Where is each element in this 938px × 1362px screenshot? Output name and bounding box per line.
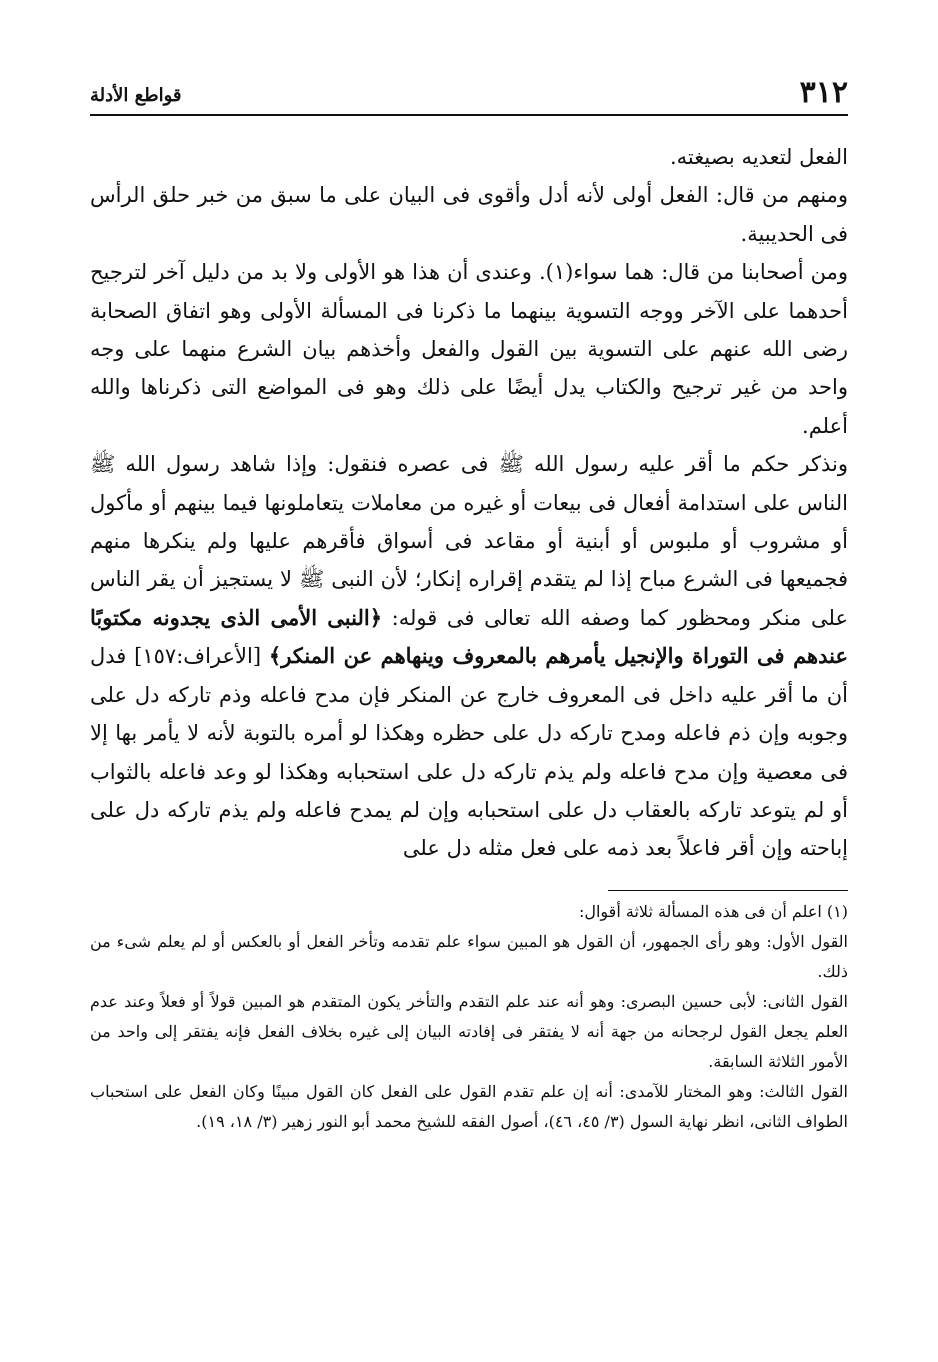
footnotes [90,897,848,1137]
paragraph-4-end: [الأعراف:١٥٧] فدل أن ما أقر عليه داخل فى المعروف خارج عن المنكر فإن مدح فاعله وذم تاركه دل على وجوبه وإن ذم فاعله ومدح تاركه دل على حظره وهكذا لو أمره بالتوبة لأنه لا يأمر بها إلا فى معصية وإن مدح فاعله ولم يذم تاركه دل على استحبابه وهكذا لو وعد فاعله بالثواب أو لم يتوعد تاركه بالعقاب دل على استحبابه وإن لم يمدح فاعله ولم يذم تاركه دل على إباحته وإن أقر فاعلاً بعد ذمه على فعل مثله دل على [90,644,848,861]
main-text [90,138,848,868]
paragraph-2: ومنهم من قال: الفعل أولى لأنه أدل وأقوى فى البيان على ما سبق من خبر حلق الرأس فى الحديبية. [90,183,848,246]
paragraph-4-start: ونذكر حكم ما أقر عليه رسول الله ﷺ فى عصره فنقول: وإذا شاهد رسول الله ﷺ الناس على استدامة أفعال فى بيعات أو غيره من معاملات يتعاملونها فيما بينهم أو مأكول أو مشروب أو ملبوس أو أبنية أو مقاعد فى أسواق فأقرهم عليها ولم ينكرها منهم فجميعها فى الشرع مباح إذا لم يتقدم إقراره إنكار؛ لأن النبى ﷺ لا يستجيز أن يقر الناس على منكر ومحظور كما وصفه الله تعالى فى قوله: [90,452,848,630]
paragraph-3: ومن أصحابنا من قال: هما سواء(١). وعندى أن هذا هو الأولى ولا بد من دليل آخر لترجيح أحدهما على الآخر ووجه التسوية بينهما ما ذكرنا فى المسألة الأولى وهو اتفاق الصحابة رضى الله عنهم على التسوية بين القول والفعل وأخذهم بيان الشرع منهما على وجه واحد من غير ترجيح والكتاب يدل أيضًا على ذلك وهو فى المواضع التى ذكرناها والله أعلم. [90,260,848,438]
quran-quote: ﴿النبى الأمى الذى يجدونه مكتوبًا عندهم فى التوراة والإنجيل يأمرهم بالمعروف وينهاهم عن المنكر﴾ [90,604,849,669]
footnote-opinion-2: القول الثانى: لأبى حسين البصرى: وهو أنه عند علم التقدم والتأخر يكون المتقدم هو المبين قولاً أو فعلاً وعند عدم العلم يجعل القول لرجحانه من جهة أنه لا يفتقر فى إفادته البيان إلى غيره بخلاف الفعل فإنه يفتقر إلى واحد من الأمور الثلاثة السابقة. [90,991,848,1071]
book-title: قواطع الأدلة [90,85,182,106]
footnote-separator [608,890,848,891]
book-page [90,70,848,1332]
footnote-intro: (١) اعلم أن فى هذه المسألة ثلاثة أقوال: [578,901,848,921]
page-header [90,70,848,116]
page-number: ٣١٢ [799,75,848,110]
footnote-opinion-1: القول الأول: وهو رأى الجمهور، أن القول هو المبين سواء علم تقدمه وتأخر الفعل أو بالعكس أو لم يعلم شىء من ذلك. [90,931,849,981]
paragraph-1: الفعل لتعديه بصيغته. [669,145,848,169]
footnote-opinion-3: القول الثالث: وهو المختار للآمدى: أنه إن علم تقدم القول على الفعل كان القول مبينًا وكان الفعل على استحباب الطواف الثانى، انظر نهاية السول (٣/ ٤٥، ٤٦)، أصول الفقه للشيخ محمد أبو النور زهير (٣/ ١٨، ١٩). [90,1081,849,1131]
paragraph-4 [90,445,848,867]
